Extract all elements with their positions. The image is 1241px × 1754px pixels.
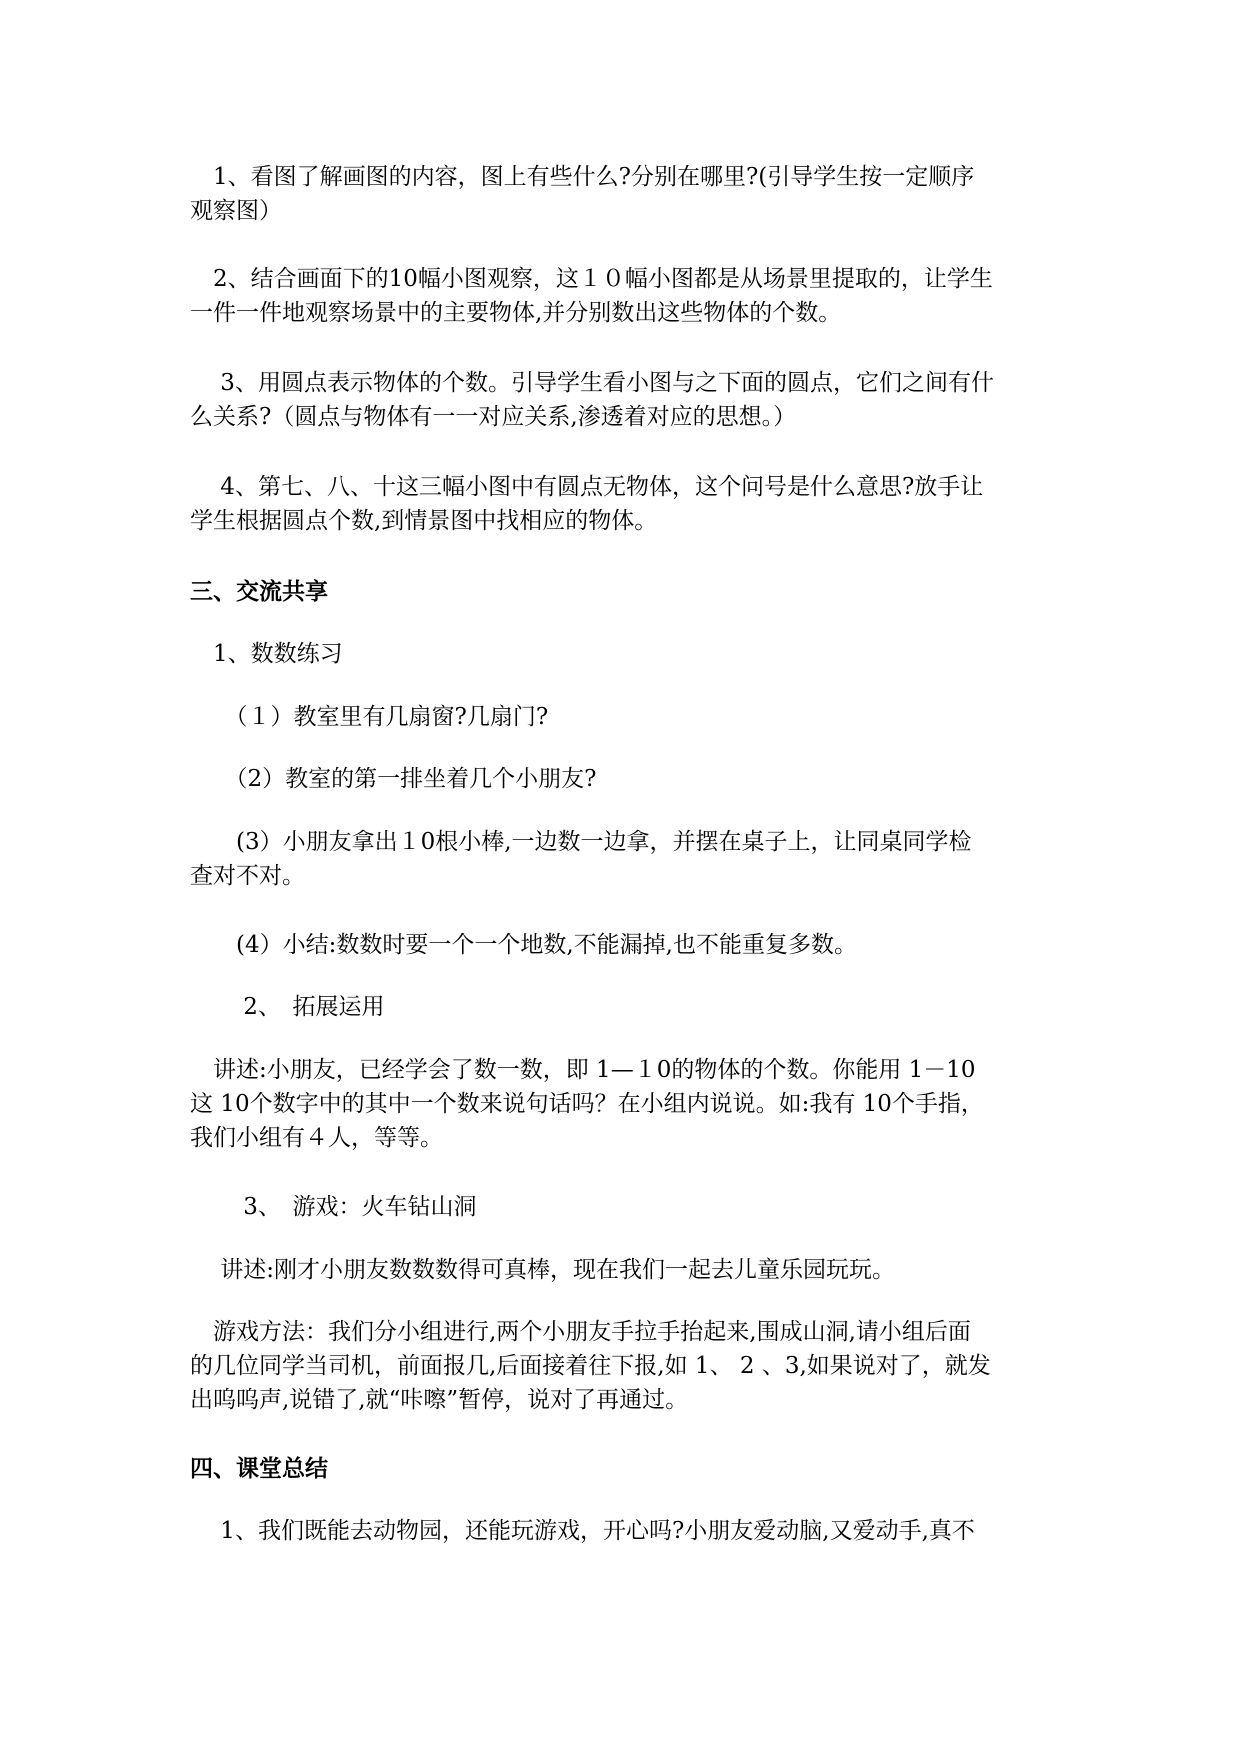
text-line: 3、用圆点表示物体的个数。引导学生看小图与之下面的圆点，它们之间有什	[190, 370, 994, 396]
paragraph-game-method	[190, 1315, 1052, 1417]
item-game	[190, 1190, 1052, 1224]
text-line: 一件一件地观察场景中的主要物体,并分别数出这些物体的个数。	[190, 300, 842, 326]
text-line: 游戏方法：我们分小组进行,两个小朋友手拉手抬起来,围成山洞,请小组后面	[190, 1319, 971, 1345]
paragraph-question-mark	[190, 470, 1052, 538]
text-line: 1、数数练习	[190, 641, 343, 667]
text-line: (3）小朋友拿出１0根小棒,一边数一边拿，并摆在桌子上，让同桌同学检	[190, 829, 972, 855]
text-line: 我们小组有４人，等等。	[190, 1125, 443, 1151]
item-extension	[190, 990, 1052, 1024]
text-line: 出呜呜声,说错了,就“咔嚓”暂停，说对了再通过。	[190, 1387, 689, 1413]
text-line: 讲述:刚才小朋友数数数得可真棒，现在我们一起去儿童乐园玩玩。	[190, 1257, 896, 1283]
text-line: 观察图）	[190, 198, 282, 224]
text-line: 四、课堂总结	[190, 1455, 328, 1482]
paragraph-observe-picture	[190, 160, 1052, 228]
item-summary	[190, 928, 1052, 962]
text-line: 学生根据圆点个数,到情景图中找相应的物体。	[190, 508, 658, 534]
text-line: 么关系?（圆点与物体有一一对应关系,渗透着对应的思想。）	[190, 404, 797, 430]
item-small-sticks	[190, 825, 1052, 893]
text-line: 3、 游戏：火车钻山洞	[190, 1194, 477, 1220]
item-first-row	[190, 762, 1052, 796]
text-line: 2、结合画面下的10幅小图观察，这１０幅小图都是从场景里提取的，让学生	[190, 266, 993, 292]
text-line: 的几位同学当司机，前面报几,后面接着往下报,如 1、 2 、3,如果说对了，就发	[190, 1353, 991, 1379]
text-line: （2）教室的第一排坐着几个小朋友?	[190, 766, 597, 792]
paragraph-dots	[190, 366, 1052, 434]
paragraph-class-summary	[190, 1514, 1052, 1548]
text-line: 查对不对。	[190, 863, 305, 889]
paragraph-ten-small-pictures	[190, 262, 1052, 330]
text-line: (4）小结:数数时要一个一个地数,不能漏掉,也不能重复多数。	[190, 932, 857, 958]
text-line: 三、交流共享	[190, 578, 328, 605]
paragraph-narration-2	[190, 1253, 1052, 1287]
text-line: 4、第七、八、十这三幅小图中有圆点无物体，这个问号是什么意思?放手让	[190, 474, 984, 500]
text-line: 2、 拓展运用	[190, 994, 385, 1020]
text-line: 1、看图了解画图的内容，图上有些什么?分别在哪里?(引导学生按一定顺序	[190, 164, 975, 190]
item-counting-practice	[190, 637, 1052, 671]
text-line: 这 10个数字中的其中一个数来说句话吗？在小组内说说。如:我有 10个手指，	[190, 1091, 984, 1117]
section-heading-4	[190, 1452, 1052, 1486]
text-line: （１）教室里有几扇窗?几扇门?	[190, 704, 549, 730]
text-line: 讲述:小朋友，已经学会了数一数，即 1—１0的物体的个数。你能用 1－10	[190, 1057, 976, 1083]
section-heading-3	[190, 575, 1052, 609]
text-line: 1、我们既能去动物园，还能玩游戏，开心吗?小朋友爱动脑,又爱动手,真不	[190, 1518, 975, 1544]
paragraph-narration-1	[190, 1053, 1052, 1155]
item-windows-doors	[190, 700, 1052, 734]
